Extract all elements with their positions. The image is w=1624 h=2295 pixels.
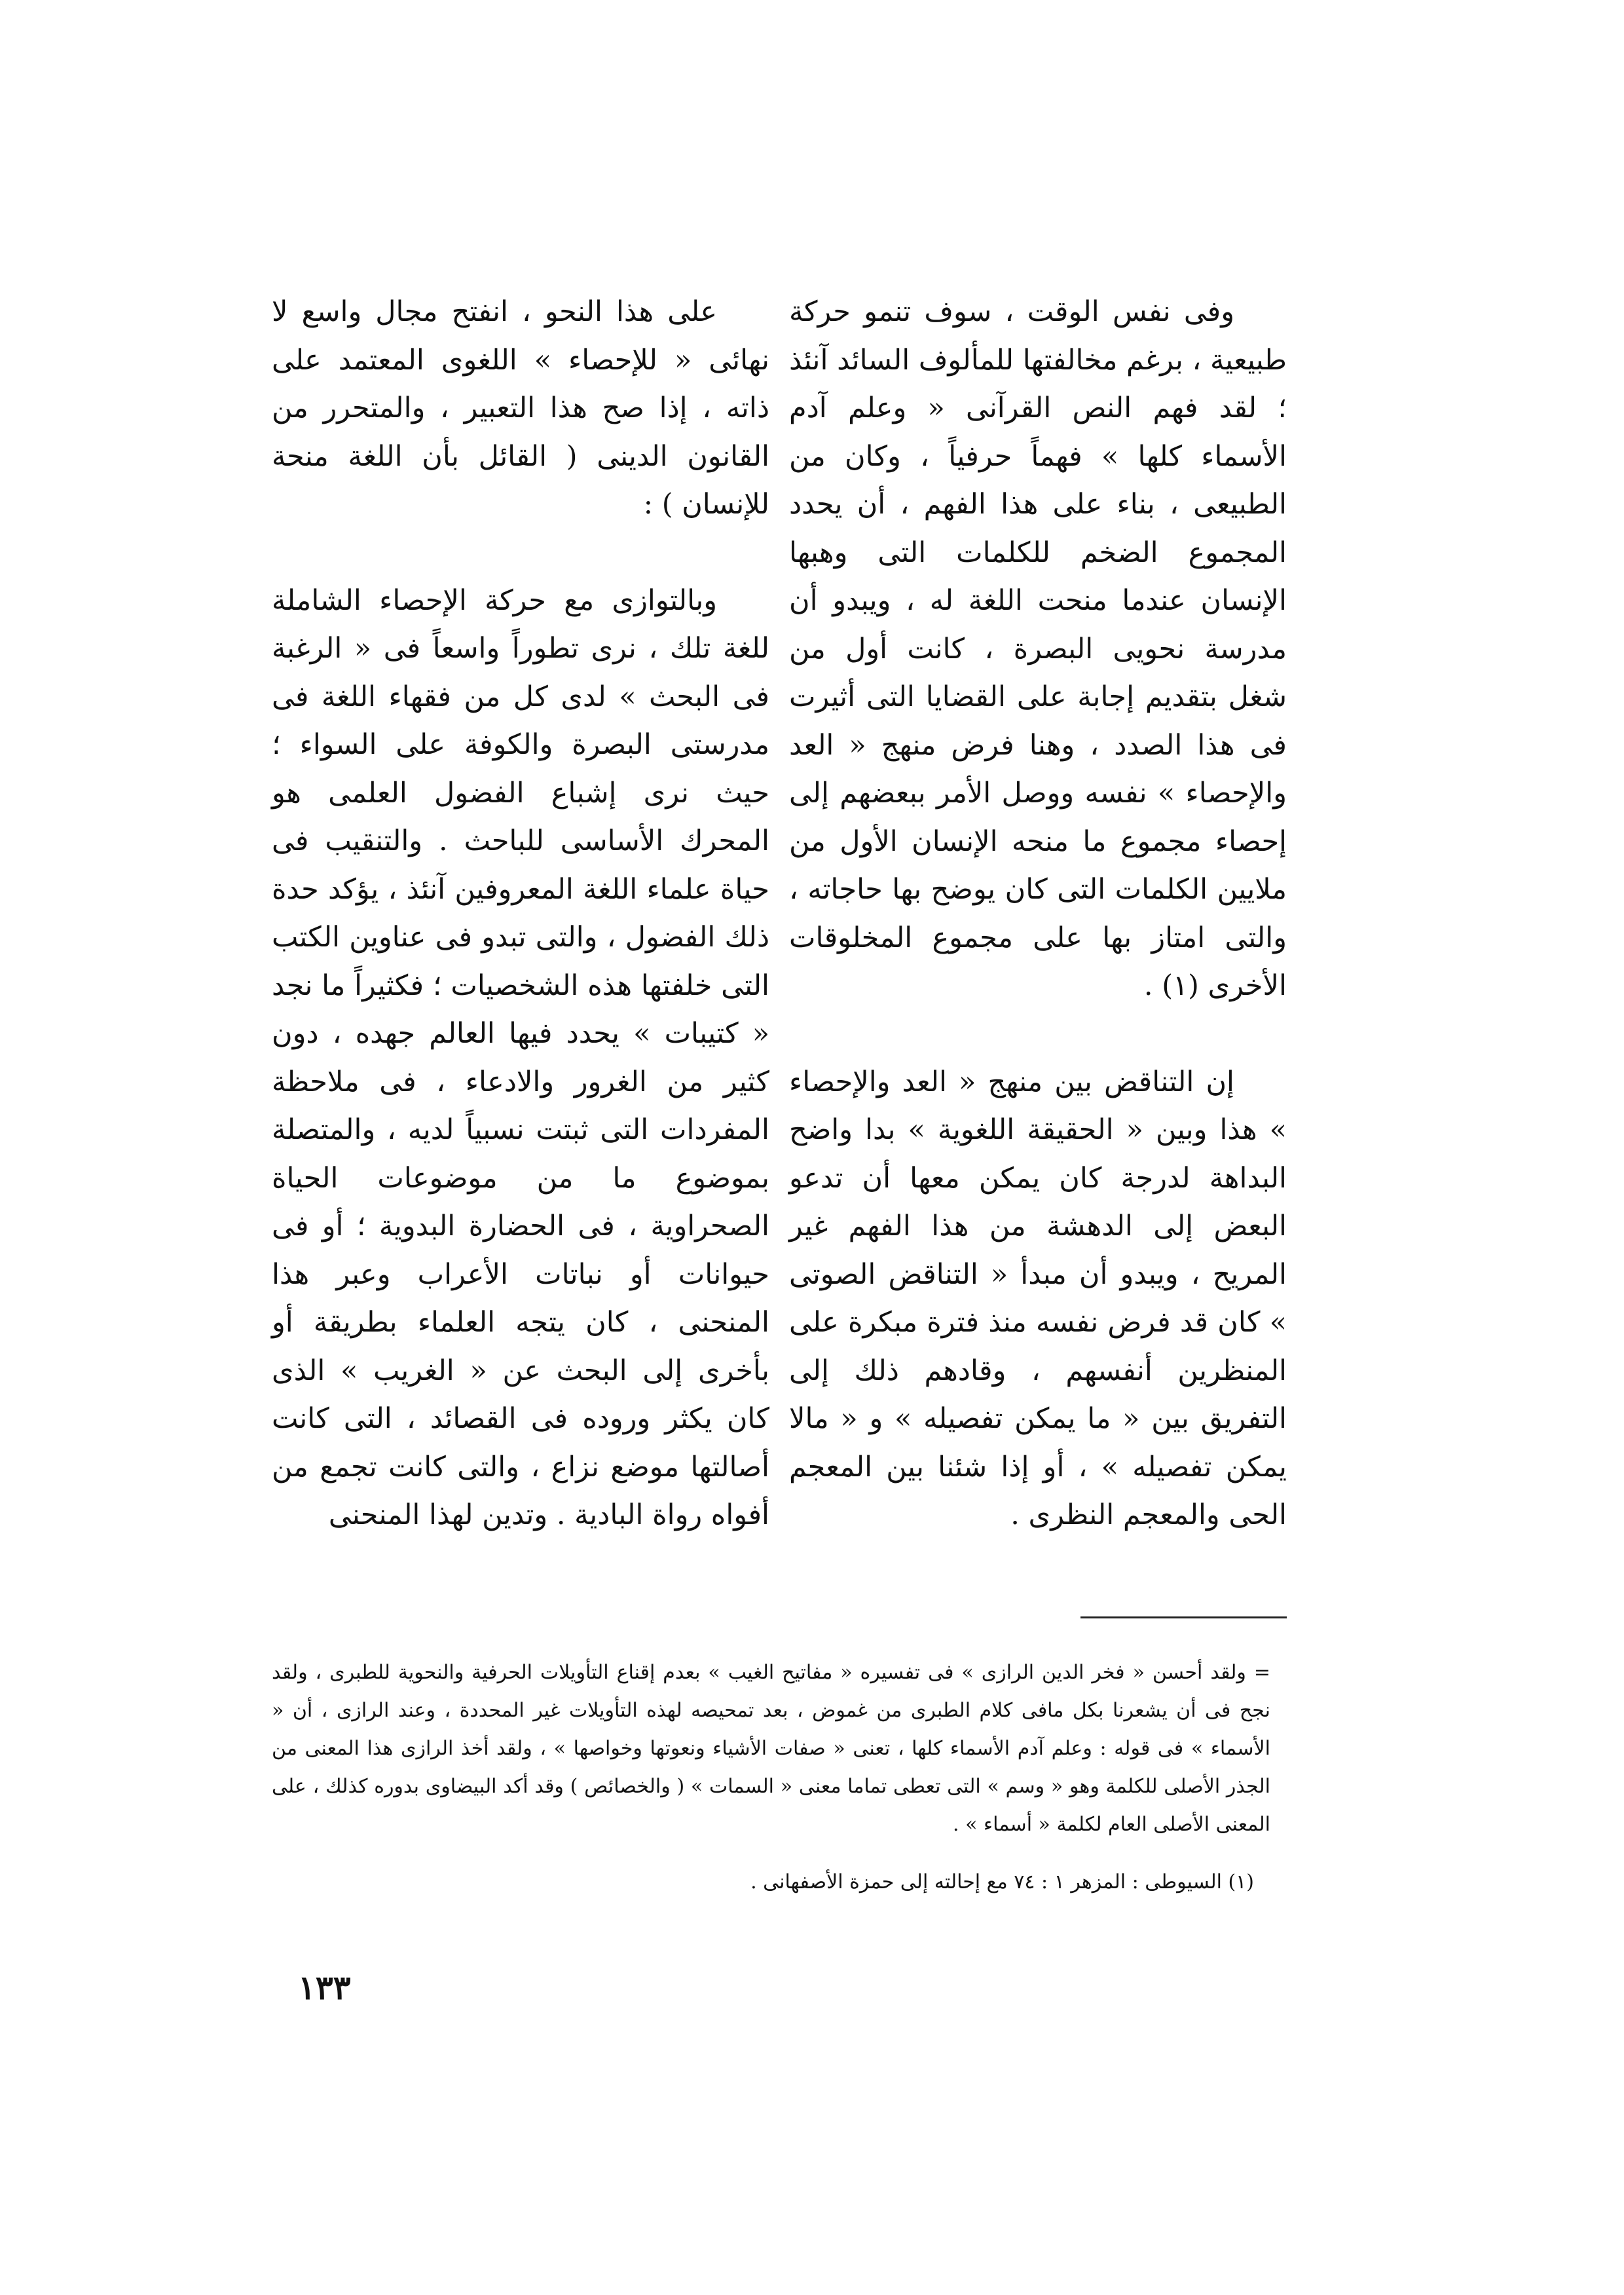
paragraph: إن التناقض بين منهج « العد والإحصاء » هذا وبين « الحقيقة اللغوية » بدا واضح البداهة لدرجة كان يمكن معها أن تدعو البعض إلى الدهشة من هذا الفهم غير المريح ، ويبدو أن مبدأ « التناقض الصوتى » كان قد فرض نفسه منذ فترة مبكرة على المنظرين أنفسهم ، وقادهم ذلك إلى التفريق بين « ما يمكن تفصيله » و « مالا يمكن تفصيله » ، أو إذا شئنا بين المعجم الحى والمعجم النظرى .: [789, 1065, 1287, 1531]
footnote-divider: [1080, 1616, 1287, 1618]
page-number: ١٣٣: [298, 1968, 351, 2007]
left-text-column: [272, 288, 769, 1540]
paragraph: وفى نفس الوقت ، سوف تنمو حركة طبيعية ، برغم مخالفتها للمألوف السائد آنئذ ؛ لقد فهم النص القرآنى « وعلم آدم الأسماء كلها » فهماً حرفياً ، وكان من الطبيعى ، بناء على هذا الفهم ، أن يحدد المجموع الضخم للكلمات التى وهبها الإنسان عندما منحت اللغة له ، ويبدو أن مدرسة نحويى البصرة ، كانت أول من شغل بتقديم إجابة على القضايا التى أثيرت فى هذا الصدد ، وهنا فرض منهج « العد والإحصاء » نفسه ووصل الأمر ببعضهم إلى إحصاء مجموع ما منحه الإنسان الأول من ملايين الكلمات التى كان يوضح بها حاجاته ، والتى امتاز بها على مجموع المخلوقات الأخرى (١) .: [789, 295, 1287, 1002]
paragraph: وبالتوازى مع حركة الإحصاء الشاملة للغة تلك ، نرى تطوراً واسعاً فى « الرغبة فى البحث » لدى كل من فقهاء اللغة فى مدرستى البصرة والكوفة على السواء ؛ حيث نرى إشباع الفضول العلمى هو المحرك الأساسى للباحث . والتنقيب فى حياة علماء اللغة المعروفين آنئذ ، يؤكد حدة ذلك الفضول ، والتى تبدو فى عناوين الكتب التى خلفتها هذه الشخصيات ؛ فكثيراً ما نجد « كتيبات » يحدد فيها العالم جهده ، دون كثير من الغرور والادعاء ، فى ملاحظة المفردات التى ثبتت نسبياً لديه ، والمتصلة بموضوع ما من موضوعات الحياة الصحراوية ، فى الحضارة البدوية ؛ أو فى حيوانات أو نباتات الأعراب وعبر هذا المنحنى ، كان يتجه العلماء بطريقة أو بأخرى إلى البحث عن « الغريب » الذى كان يكثر وروده فى القصائد ، التى كانت أصالتها موضع نزاع ، والتى كانت تجمع من أفواه رواة البادية . وتدين لهذا المنحنى: [272, 584, 769, 1531]
paragraph: على هذا النحو ، انفتح مجال واسع لا نهائى « للإحصاء » اللغوى المعتمد على ذاته ، إذا صح هذا التعبير ، والمتحرر من القانون الدينى ( القائل بأن اللغة منحة للإنسان ) :: [272, 295, 769, 521]
footnote-continuation: = ولقد أحسن « فخر الدين الرازى » فى تفسيره « مفاتيح الغيب » بعدم إقناع التأويلات الحرفية والنحوية للطبرى ، ولقد نجح فى أن يشعرنا بكل مافى كلام الطبرى من غموض ، بعد تمحيصه لهذه التأويلات غير المحددة ، وعند الرازى ، أن « الأسماء » فى قوله : وعلم آدم الأسماء كلها ، تعنى « صفات الأشياء ونعوتها وخواصها » ، ولقد أخذ الرازى هذا المعنى من الجذر الأصلى للكلمة وهو « وسم » التى تعطى تماما معنى « السمات » ( والخصائص ) وقد أكد البيضاوى بدوره كذلك ، على المعنى الأصلى العام لكلمة « أسماء » .: [272, 1661, 1270, 1836]
footnotes: [272, 1654, 1287, 1901]
right-text-column: [789, 288, 1287, 1540]
footnote-1: (١) السيوطى : المزهر ١ : ٧٤ مع إحالته إلى حمزة الأصفهانى .: [750, 1871, 1254, 1894]
